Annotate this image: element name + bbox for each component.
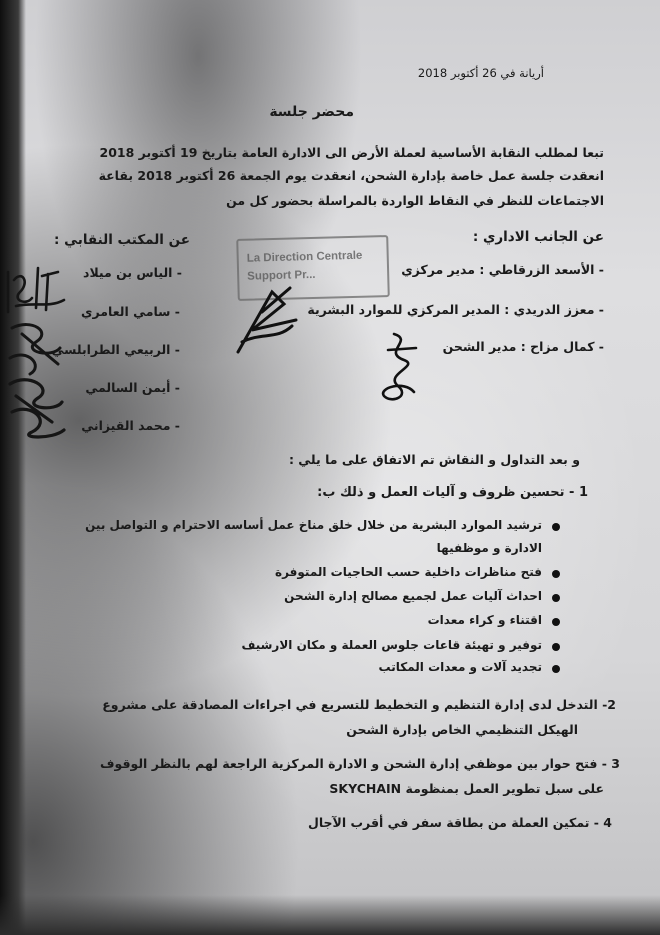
item-2-line-1: 2- التدخل لدى إدارة التنظيم و التخطيط للتسريع في اجراءات المصادقة على مشروع (102, 697, 616, 712)
item-2-line-2: الهيكل التنظيمي الخاص بإدارة الشحن (346, 722, 578, 737)
union-side-heading: عن المكتب النقابي : (54, 232, 190, 248)
signature-admin-2 (374, 330, 424, 410)
bullet-dot-4 (552, 618, 560, 626)
bullet-6: تجديد آلات و معدات المكاتب (378, 660, 542, 674)
union-member-1: - الياس بن ميلاد (83, 265, 182, 280)
intro-line-2: انعقدت جلسة عمل خاصة بإدارة الشحن، انعقدت يوم الجمعة 26 أكتوبر 2018 بقاعة (98, 168, 604, 183)
item-4: 4 - تمكين العملة من بطاقة سفر في أقرب الآجال (307, 815, 612, 830)
bullet-dot-3 (552, 594, 560, 602)
bullet-dot-6 (552, 665, 560, 673)
bullet-dot-2 (552, 570, 560, 578)
union-member-5: - محمد القيزاني (81, 418, 180, 433)
admin-member-3: - كمال مزاح : مدير الشحن (442, 339, 604, 354)
bullet-1-line-1: ترشيد الموارد البشرية من خلال خلق مناخ عمل أساسه الاحترام و التواصل بين (85, 518, 542, 532)
admin-side-heading: عن الجانب الاداري : (472, 229, 604, 245)
item-3-line-2: على سبل تطوير العمل بمنظومة SKYCHAIN (329, 781, 604, 796)
bullet-1-line-2: الادارة و موظفيها (436, 541, 542, 555)
bullet-2: فتح مناظرات داخلية حسب الحاجيات المتوفرة (275, 565, 542, 579)
bullet-dot-1 (552, 523, 560, 531)
stamp-line-2: Support Pr... (247, 268, 316, 283)
bullet-5: توفير و تهيئة قاعات جلوس العملة و مكان الارشيف (241, 638, 542, 652)
signature-union-column (2, 262, 72, 442)
date-line: أريانة في 26 أكتوبر 2018 (417, 66, 544, 80)
intro-line-3: الاجتماعات للنظر في النقاط الواردة بالمراسلة بحضور كل من (226, 193, 604, 208)
signature-admin-1 (232, 282, 302, 362)
item-1-title: 1 - تحسين ظروف و آليات العمل و ذلك ب: (317, 485, 588, 500)
intro-line-1: تبعا لمطلب النقابة الأساسية لعملة الأرض الى الادارة العامة بتاريخ 19 أكتوبر 2018 (99, 145, 604, 160)
agreement-intro: و بعد التداول و النقاش تم الاتفاق على ما يلي : (288, 452, 580, 467)
page-shadow-left (0, 0, 26, 935)
page-shadow-bottom (0, 895, 660, 935)
item-3-line-1: 3 - فتح حوار بين موظفي إدارة الشحن و الادارة المركزية الراجعة لهم بالنظر الوقوف (99, 756, 620, 771)
admin-member-1: - الأسعد الزرقاطي : مدير مركزي (401, 262, 604, 277)
admin-member-2: - معزز الدريدي : المدير المركزي للموارد البشرية (307, 302, 604, 317)
union-member-2: - سامي العامري (81, 304, 180, 319)
stamp-line-1: La Direction Centrale (246, 249, 363, 265)
bullet-dot-5 (552, 643, 560, 651)
document-title: محضر جلسة (269, 104, 354, 120)
bullet-3: احداث آليات عمل لجميع مصالح إدارة الشحن (284, 589, 542, 603)
union-member-4: - أيمن السالمي (85, 380, 180, 395)
bullet-4: اقتناء و كراء معدات (427, 613, 542, 627)
union-member-3: - الربيعي الطرابلسي (51, 342, 180, 357)
